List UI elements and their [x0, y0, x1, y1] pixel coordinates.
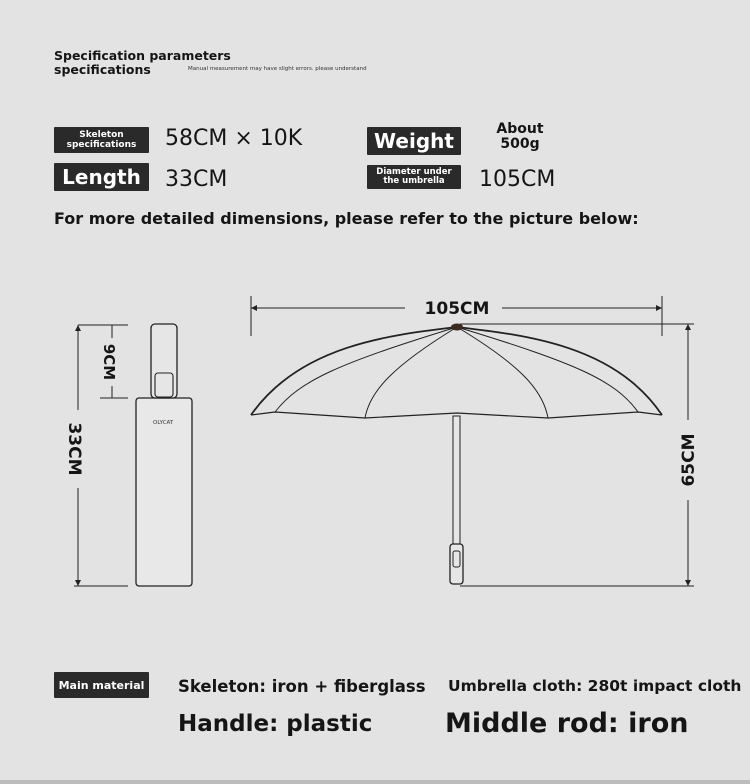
- arrow-right-icon: [656, 305, 662, 311]
- skeleton-spec-value: 58CM × 10K: [165, 126, 303, 151]
- length-value: 33CM: [165, 167, 228, 192]
- weight-value: About 500g: [496, 121, 544, 152]
- canopy-rib-4: [457, 327, 638, 412]
- umbrella-shaft: [453, 416, 460, 544]
- canopy-rib-1: [275, 327, 457, 412]
- canopy-outline: [251, 327, 662, 415]
- cloth-material: Umbrella cloth: 280t impact cloth: [448, 677, 742, 695]
- folded-length-label: 33CM: [64, 422, 84, 476]
- arrow-left-icon: [251, 305, 257, 311]
- arrow-up-icon: [685, 324, 691, 330]
- skeleton-spec-tag: Skeleton specifications: [54, 127, 149, 153]
- brand-logo: OLYCAT: [153, 420, 174, 426]
- length-tag: Length: [54, 163, 149, 191]
- more-dimensions-text: For more detailed dimensions, please refer to the picture below:: [54, 209, 639, 228]
- folded-umbrella-sleeve: [136, 398, 192, 586]
- spec-title-line2: specifications: [54, 62, 151, 77]
- spec-title-line1: Specification parameters: [54, 48, 231, 63]
- diameter-value: 105CM: [479, 167, 556, 192]
- rod-material: Middle rod: iron: [445, 708, 689, 739]
- open-width-label: 105CM: [424, 299, 490, 319]
- arrow-bottom-icon: [75, 580, 81, 586]
- measurement-note: Manual measurement may have slight errors. please understand: [188, 66, 367, 72]
- main-material-tag: Main material: [54, 672, 149, 698]
- bottom-divider: [0, 780, 750, 784]
- diameter-tag: Diameter under the umbrella: [367, 165, 461, 189]
- arrow-down-icon: [685, 580, 691, 586]
- skeleton-material: Skeleton: iron + fiberglass: [178, 677, 426, 696]
- open-umbrella-handle: [450, 544, 463, 584]
- arrow-top-icon: [75, 325, 81, 331]
- open-height-label: 65CM: [679, 433, 699, 487]
- umbrella-tip: [451, 324, 463, 331]
- canopy-rib-2: [365, 327, 457, 418]
- handle-length-label: 9CM: [100, 343, 118, 381]
- canopy-rib-3: [457, 327, 548, 418]
- weight-tag: Weight: [367, 127, 461, 155]
- handle-button: [155, 373, 173, 397]
- handle-material: Handle: plastic: [178, 711, 373, 737]
